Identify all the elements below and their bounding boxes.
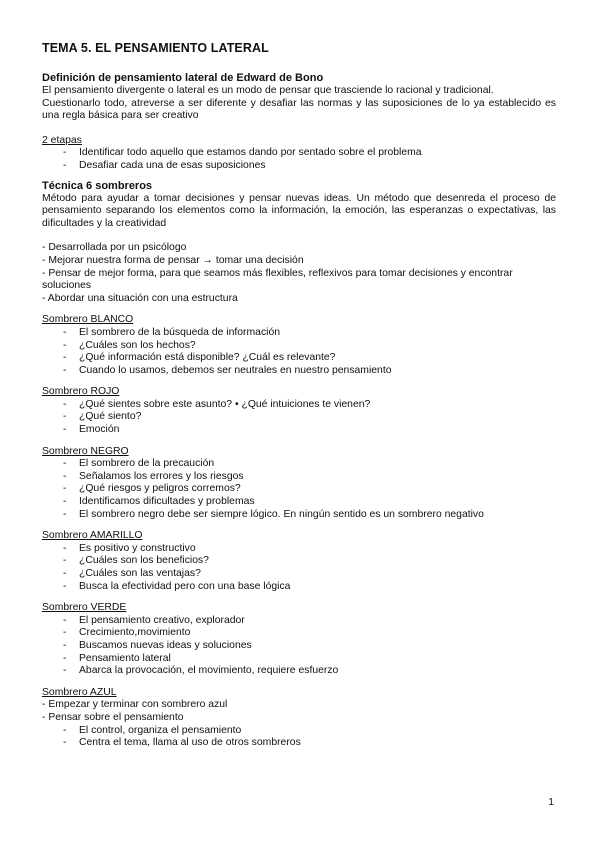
list-item: - Buscamos nuevas ideas y soluciones: [42, 640, 556, 653]
hat-red-heading: Sombrero ROJO: [42, 386, 120, 398]
list-item: - Centra el tema, llama al uso de otros sombreros: [42, 737, 556, 750]
hat-blue-heading: Sombrero AZUL: [42, 686, 117, 698]
hat-green-heading: Sombrero VERDE: [42, 602, 127, 614]
list-item: - Identificamos dificultades y problemas: [42, 496, 556, 509]
page-title: TEMA 5. EL PENSAMIENTO LATERAL: [42, 41, 269, 55]
document-page: [42, 41, 556, 750]
list-item: - El control, organiza el pensamiento: [42, 725, 556, 738]
technique-point: - Pensar de mejor forma, para que seamos más flexibles, reflexivos para tomar decisiones y encontrar soluciones: [42, 267, 513, 292]
list-item: - ¿Qué riesgos y peligros corremos?: [42, 483, 556, 496]
definition-line: El pensamiento divergente o lateral es un modo de pensar que trasciende lo racional y tradicional.: [42, 85, 494, 96]
stages-heading: 2 etapas: [42, 134, 82, 146]
definition-line: Cuestionarlo todo, atreverse a ser diferente y desafiar las normas y las suposiciones de lo ya establecido es una regla básica para ser creativo: [42, 97, 556, 122]
hat-yellow-heading: Sombrero AMARILLO: [42, 530, 143, 542]
hat-white-list: [42, 327, 556, 377]
list-item: - Es positivo y constructivo: [42, 543, 556, 556]
blue-point: - Pensar sobre el pensamiento: [42, 711, 184, 723]
technique-paragraph: Método para ayudar a tomar decisiones y pensar nuevas ideas. Un método que desenreda el proceso de pensamiento separando los elementos como la información, la emoción, las esperanzas o expectativas, las dificultades y la creatividad: [42, 192, 556, 229]
list-item: - ¿Cuáles son los hechos?: [42, 340, 556, 353]
hat-black-list: [42, 458, 556, 521]
hat-yellow-list: [42, 543, 556, 593]
list-item: - Busca la efectividad pero con una base lógica: [42, 581, 556, 594]
list-item: - El sombrero de la búsqueda de información: [42, 327, 556, 340]
list-item: - ¿Cuáles son los beneficios?: [42, 555, 556, 568]
technique-heading: Técnica 6 sombreros: [42, 179, 153, 192]
list-item: - ¿Qué siento?: [42, 411, 556, 424]
page-number: 1: [548, 797, 554, 808]
list-item: - Crecimiento,movimiento: [42, 627, 556, 640]
list-item: - El sombrero de la precaución: [42, 458, 556, 471]
list-item: - El pensamiento creativo, explorador: [42, 615, 556, 628]
list-item: - ¿Qué información está disponible? ¿Cuál es relevante?: [42, 352, 556, 365]
list-item: - Pensamiento lateral: [42, 653, 556, 666]
hat-black-heading: Sombrero NEGRO: [42, 445, 129, 457]
list-item: - Identificar todo aquello que estamos dando por sentado sobre el problema: [42, 147, 556, 160]
hat-red-list: [42, 399, 556, 437]
list-item: - Desafiar cada una de esas suposiciones: [42, 160, 556, 173]
list-item: - ¿Qué sientes sobre este asunto? • ¿Qué intuiciones te vienen?: [42, 399, 556, 412]
hat-blue-list: [42, 725, 556, 750]
technique-point: - Desarrollada por un psicólogo: [42, 242, 187, 254]
technique-point: - Abordar una situación con una estructura: [42, 292, 238, 304]
stages-list: [42, 147, 556, 172]
list-item: - Cuando lo usamos, debemos ser neutrales en nuestro pensamiento: [42, 365, 556, 378]
hat-green-list: [42, 615, 556, 678]
list-item: - Abarca la provocación, el movimiento, requiere esfuerzo: [42, 665, 556, 678]
blue-point: - Empezar y terminar con sombrero azul: [42, 699, 228, 711]
definition-heading: Definición de pensamiento lateral de Edward de Bono: [42, 72, 324, 84]
hat-white-heading: Sombrero BLANCO: [42, 314, 134, 326]
list-item: - ¿Cuáles son las ventajas?: [42, 568, 556, 581]
list-item: - Emoción: [42, 424, 556, 437]
list-item: - El sombrero negro debe ser siempre lógico. En ningún sentido es un sombrero negativo: [42, 509, 556, 522]
list-item: - Señalamos los errores y los riesgos: [42, 471, 556, 484]
technique-point: - Mejorar nuestra forma de pensar → tomar una decisión: [42, 254, 304, 266]
